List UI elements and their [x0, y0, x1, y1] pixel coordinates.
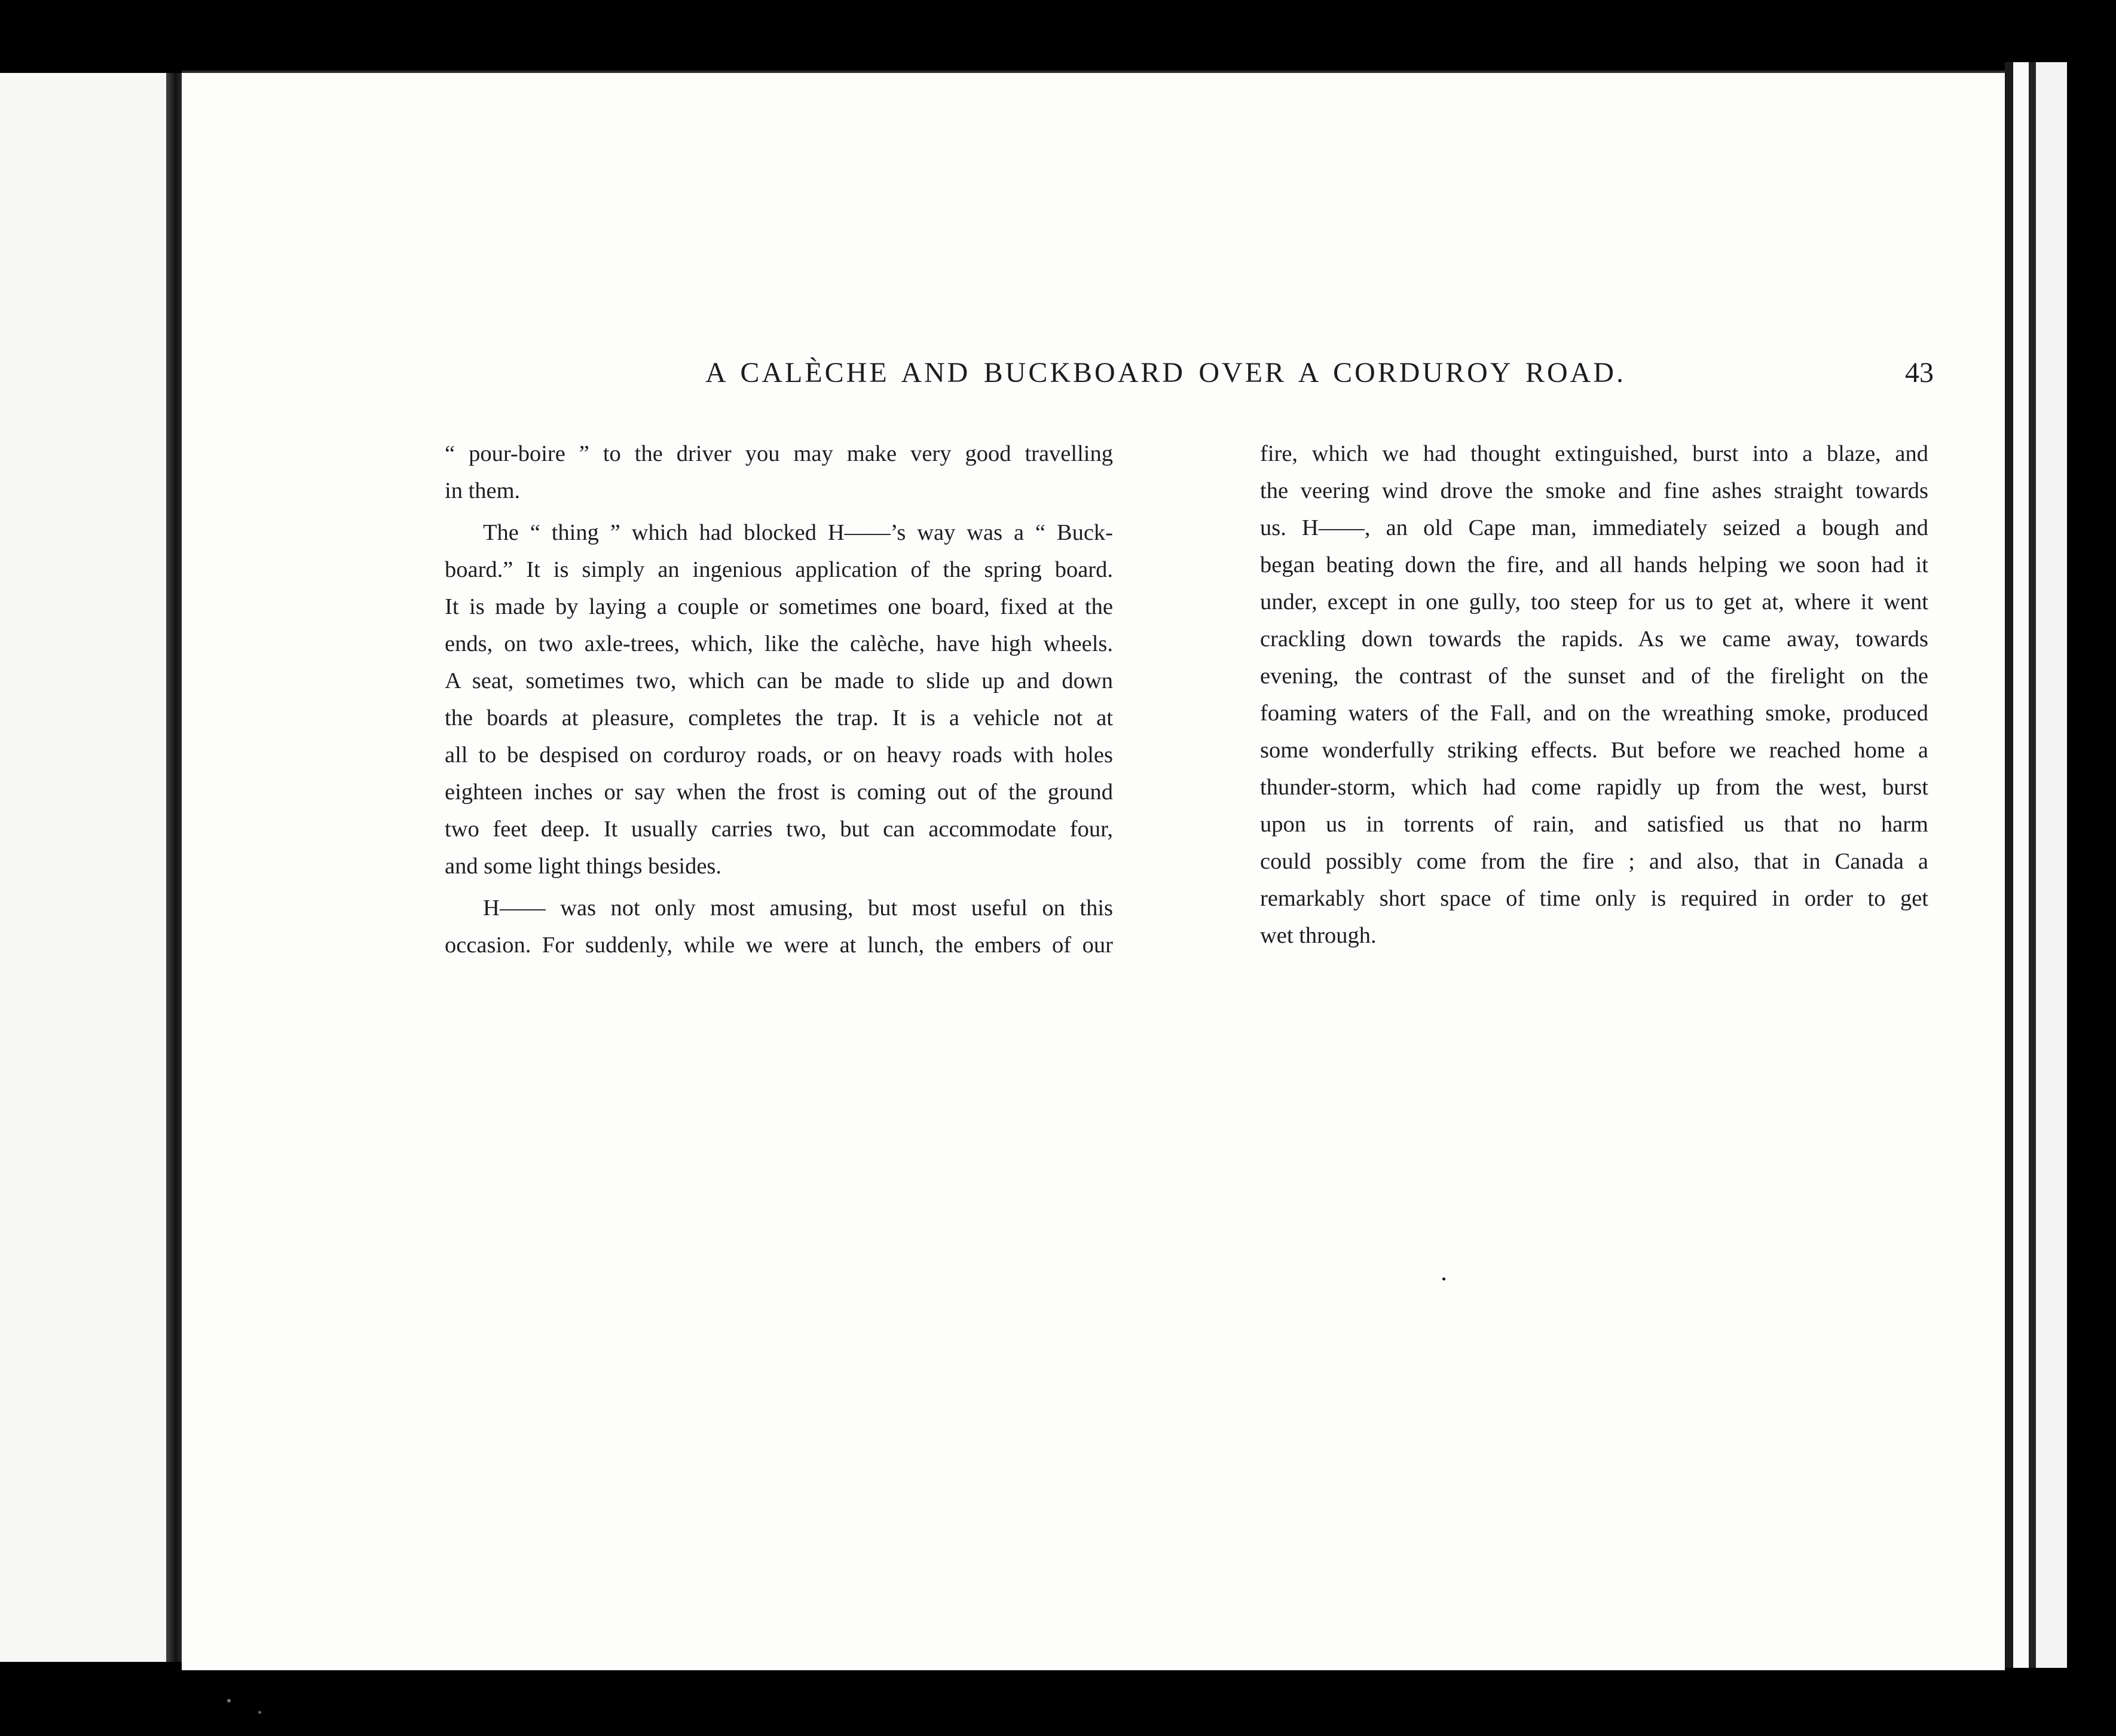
text-line: thunder-storm, which had come rapidly up from the west, burst — [1260, 775, 1928, 800]
text-line: H—— was not only most amusing, but most useful on this — [483, 895, 1113, 921]
paragraph-gap — [445, 885, 1113, 890]
scan-speck — [227, 1699, 231, 1703]
scan-border — [2067, 62, 2116, 1668]
text-line: under, except in one gully, too steep for us to get at, where it went — [1260, 589, 1928, 615]
text-line: eighteen inches or say when the frost is coming out of the ground — [445, 780, 1113, 805]
page-stack-edge — [2005, 62, 2067, 1668]
gutter-shadow — [166, 73, 182, 1662]
text-line: some wonderfully striking effects. But before we reached home a — [1260, 738, 1928, 763]
text-line: crackling down towards the rapids. As we came away, towards — [1260, 626, 1928, 652]
text-line: two feet deep. It usually carries two, but can accommodate four, — [445, 817, 1113, 842]
text-line: the boards at pleasure, completes the trap. It is a vehicle not at — [445, 705, 1113, 731]
text-line: remarkably short space of time only is required in order to get — [1260, 886, 1928, 911]
running-head: A CALÈCHE AND BUCKBOARD OVER A CORDUROY ROAD. — [705, 357, 1626, 389]
text-line: occasion. For suddenly, while we were at lunch, the embers of our — [445, 933, 1113, 958]
scan-speck — [258, 1711, 261, 1714]
page-number: 43 — [1905, 357, 1934, 389]
text-line: wet through. — [1260, 923, 1377, 948]
text-line: all to be despised on corduroy roads, or on heavy roads with holes — [445, 742, 1113, 768]
text-line: the veering wind drove the smoke and fine ashes straight towards — [1260, 478, 1928, 503]
right-text-column — [1260, 435, 1928, 954]
previous-page-edge — [0, 73, 182, 1662]
text-line: board.” It is simply an ingenious application of the spring board. — [445, 557, 1113, 582]
text-line: in them. — [445, 478, 521, 503]
left-text-column — [445, 435, 1113, 964]
text-line: ends, on two axle-trees, which, like the calèche, have high wheels. — [445, 631, 1113, 656]
paragraph-gap — [445, 509, 1113, 514]
text-line: and some light things besides. — [445, 854, 722, 879]
text-line: began beating down the fire, and all hands helping we soon had it — [1260, 552, 1928, 577]
text-line: evening, the contrast of the sunset and of the firelight on the — [1260, 664, 1928, 689]
text-line: A seat, sometimes two, which can be made to slide up and down — [445, 668, 1113, 693]
text-line: foaming waters of the Fall, and on the wreathing smoke, produced — [1260, 701, 1928, 726]
text-line: upon us in torrents of rain, and satisfied us that no harm — [1260, 812, 1928, 837]
text-line: “ pour-boire ” to the driver you may make very good travelling — [445, 441, 1113, 466]
text-line: us. H——, an old Cape man, immediately seized a bough and — [1260, 515, 1928, 540]
text-line: could possibly come from the fire ; and also, that in Canada a — [1260, 849, 1928, 874]
text-line: fire, which we had thought extinguished, burst into a blaze, and — [1260, 441, 1928, 466]
text-line: It is made by laying a couple or sometimes one board, fixed at the — [445, 594, 1113, 619]
scan-speck — [1442, 1277, 1445, 1280]
text-line: The “ thing ” which had blocked H——’s way was a “ Buck- — [483, 520, 1113, 545]
